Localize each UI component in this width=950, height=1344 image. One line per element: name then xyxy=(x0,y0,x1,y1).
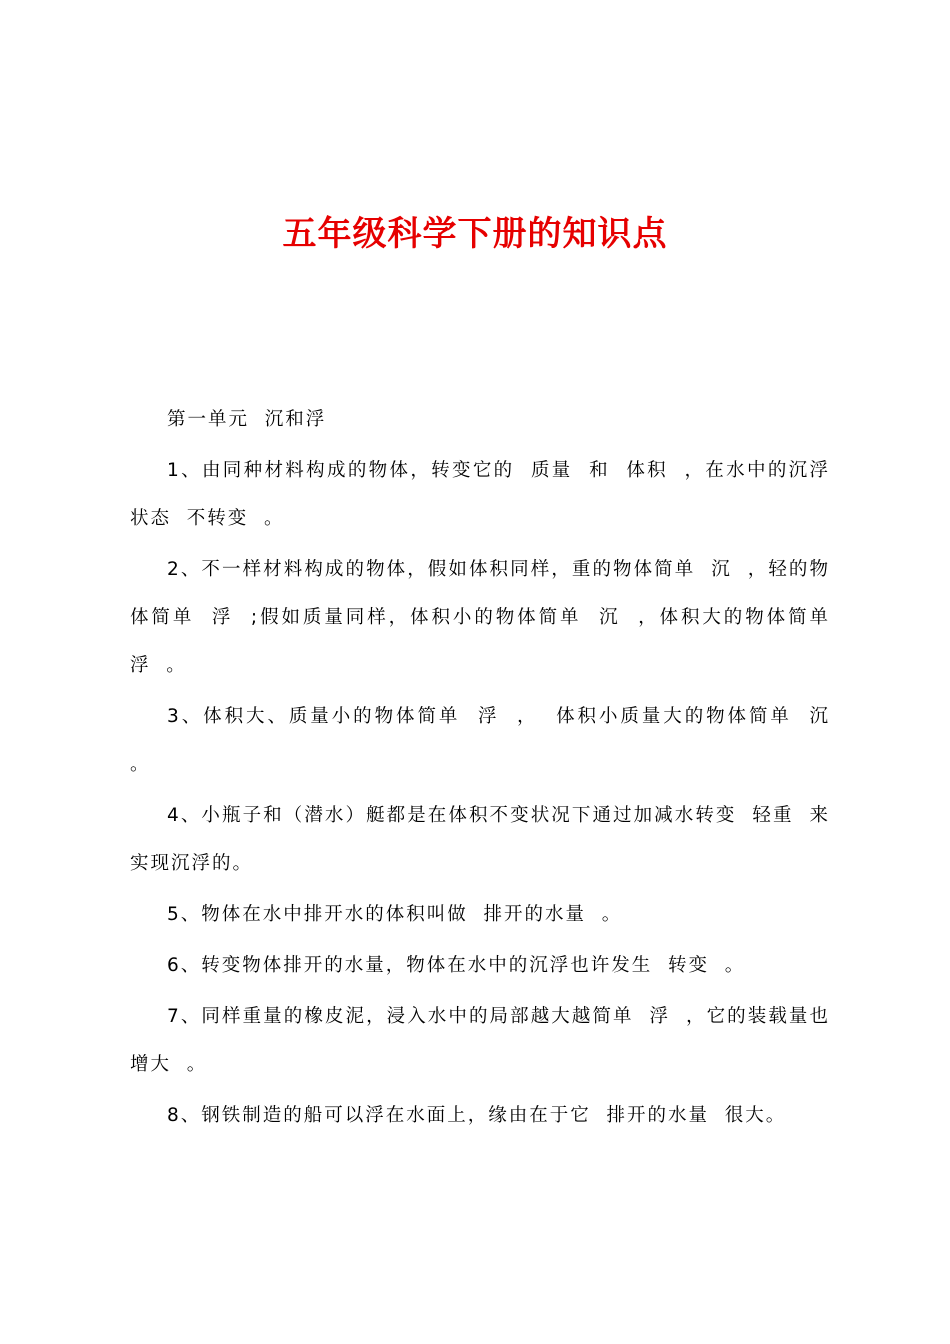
paragraph-6: 6、转变物体排开的水量，物体在水中的沉浮也许发生 转变 。 xyxy=(167,955,746,976)
section-heading: 第一单元 沉和浮 xyxy=(167,409,327,430)
paragraph-5: 5、物体在水中排开水的体积叫做 排开的水量 。 xyxy=(167,904,623,925)
document-body xyxy=(130,396,846,1143)
page-title: 五年级科学下册的知识点 xyxy=(282,214,668,254)
paragraph-8: 8、钢铁制造的船可以浮在水面上，缘由在于它 排开的水量 很大。 xyxy=(167,1105,787,1126)
paragraph-2: 2、不一样材料构成的物体，假如体积同样，重的物体简单 沉 ，轻的物体简单 浮 ;假如质量同样，体积小的物体简单 沉 ，体积大的物体简单 浮 。 xyxy=(130,559,846,676)
paragraph-4: 4、小瓶子和（潜水）艇都是在体积不变状况下通过加减水转变 轻重 来实现沉浮的。 xyxy=(130,805,830,874)
paragraph-1: 1、由同种材料构成的物体，转变它的 质量 和 体积 ，在水中的沉浮状态 不转变 。 xyxy=(130,460,830,529)
paragraph-7: 7、同样重量的橡皮泥，浸入水中的局部越大越简单 浮 ，它的装载量也 增大 。 xyxy=(130,1006,846,1075)
paragraph-3: 3、体积大、质量小的物体简单 浮 ， 体积小质量大的物体简单 沉 。 xyxy=(130,706,846,775)
